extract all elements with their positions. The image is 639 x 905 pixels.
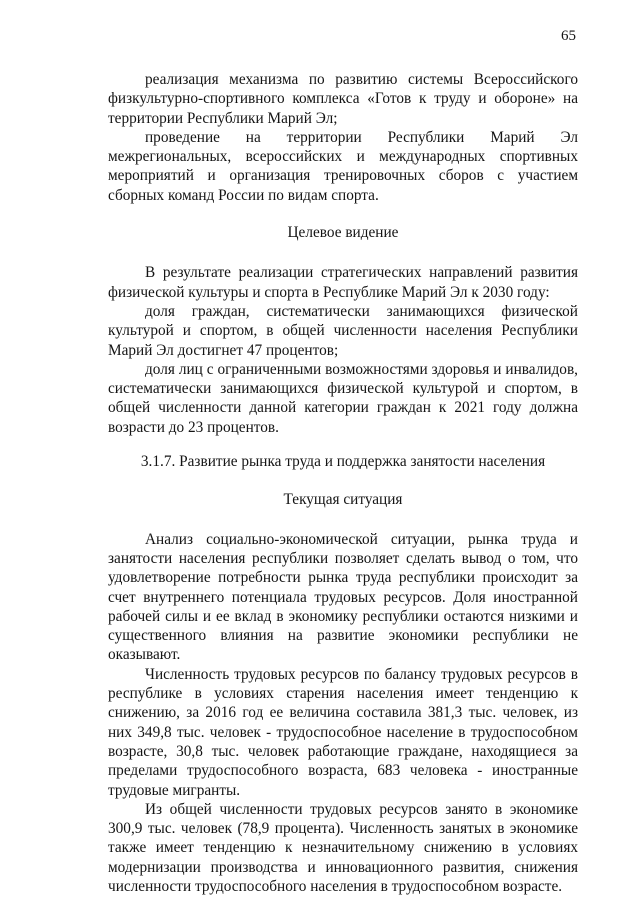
page-body	[108, 70, 578, 896]
heading-target-vision: Целевое видение	[287, 224, 399, 242]
paragraph-vision-disabled-share: доля лиц с ограниченными возможностями здоровья и инвалидов, систематически занимающихся физической культурой и спортом, в общей численности данной категории граждан к 2021 году должна возрасти до 23 процентов.	[108, 360, 578, 436]
paragraph-employment: Из общей численности трудовых ресурсов занято в экономике 300,9 тыс. человек (78,9 процента). Численность занятых в экономике также имеет тенденцию к незначительному снижению в условиях модернизации производства и инновационного развития, снижения численности трудоспособного населения в трудоспособном возрасте.	[108, 800, 578, 895]
paragraph-labor-resources: Численность трудовых ресурсов по балансу трудовых ресурсов в республике в условиях старения населения имеет тенденцию к снижению, за 2016 год ее величина составила 381,3 тыс. человек, из них 349,8 тыс. человек - трудоспособное население в трудоспособном возрасте, 30,8 тыс. человек работающие граждане, находящиеся за пределами трудоспособного возраста, 683 человека - иностранные трудовые мигранты.	[108, 665, 578, 799]
paragraph-gto: реализация механизма по развитию системы Всероссийского физкультурно-спортивного комплекса «Готов к труду и обороне» на территории Республики Марий Эл;	[108, 71, 578, 127]
section-heading-labor-market: 3.1.7. Развитие рынка труда и поддержка занятости населения	[140, 453, 546, 471]
paragraph-labor-analysis: Анализ социально-экономической ситуации, рынка труда и занятости населения республики позволяет сделать вывод о том, что удовлетворение потребности рынка труда республики происходит за счет внутреннего потенциала трудовых ресурсов. Доля иностранной рабочей силы и ее вклад в экономику республики остаются низкими и существенного влияния на развитие экономики республики не оказывают.	[108, 530, 578, 664]
paragraph-vision-citizens-share: доля граждан, систематически занимающихся физической культурой и спортом, в общей численности населения Республики Марий Эл достигнет 47 процентов;	[108, 302, 578, 359]
paragraph-sport-events: проведение на территории Республики Марий Эл межрегиональных, всероссийских и международных спортивных мероприятий и организация тренировочных сборов с участием сборных команд России по видам спорта.	[108, 128, 578, 204]
paragraph-vision-intro: В результате реализации стратегических направлений развития физической культуры и спорта в Республике Марий Эл к 2030 году:	[108, 264, 578, 301]
heading-current-situation: Текущая ситуация	[283, 491, 403, 509]
page-number: 65	[561, 28, 576, 44]
